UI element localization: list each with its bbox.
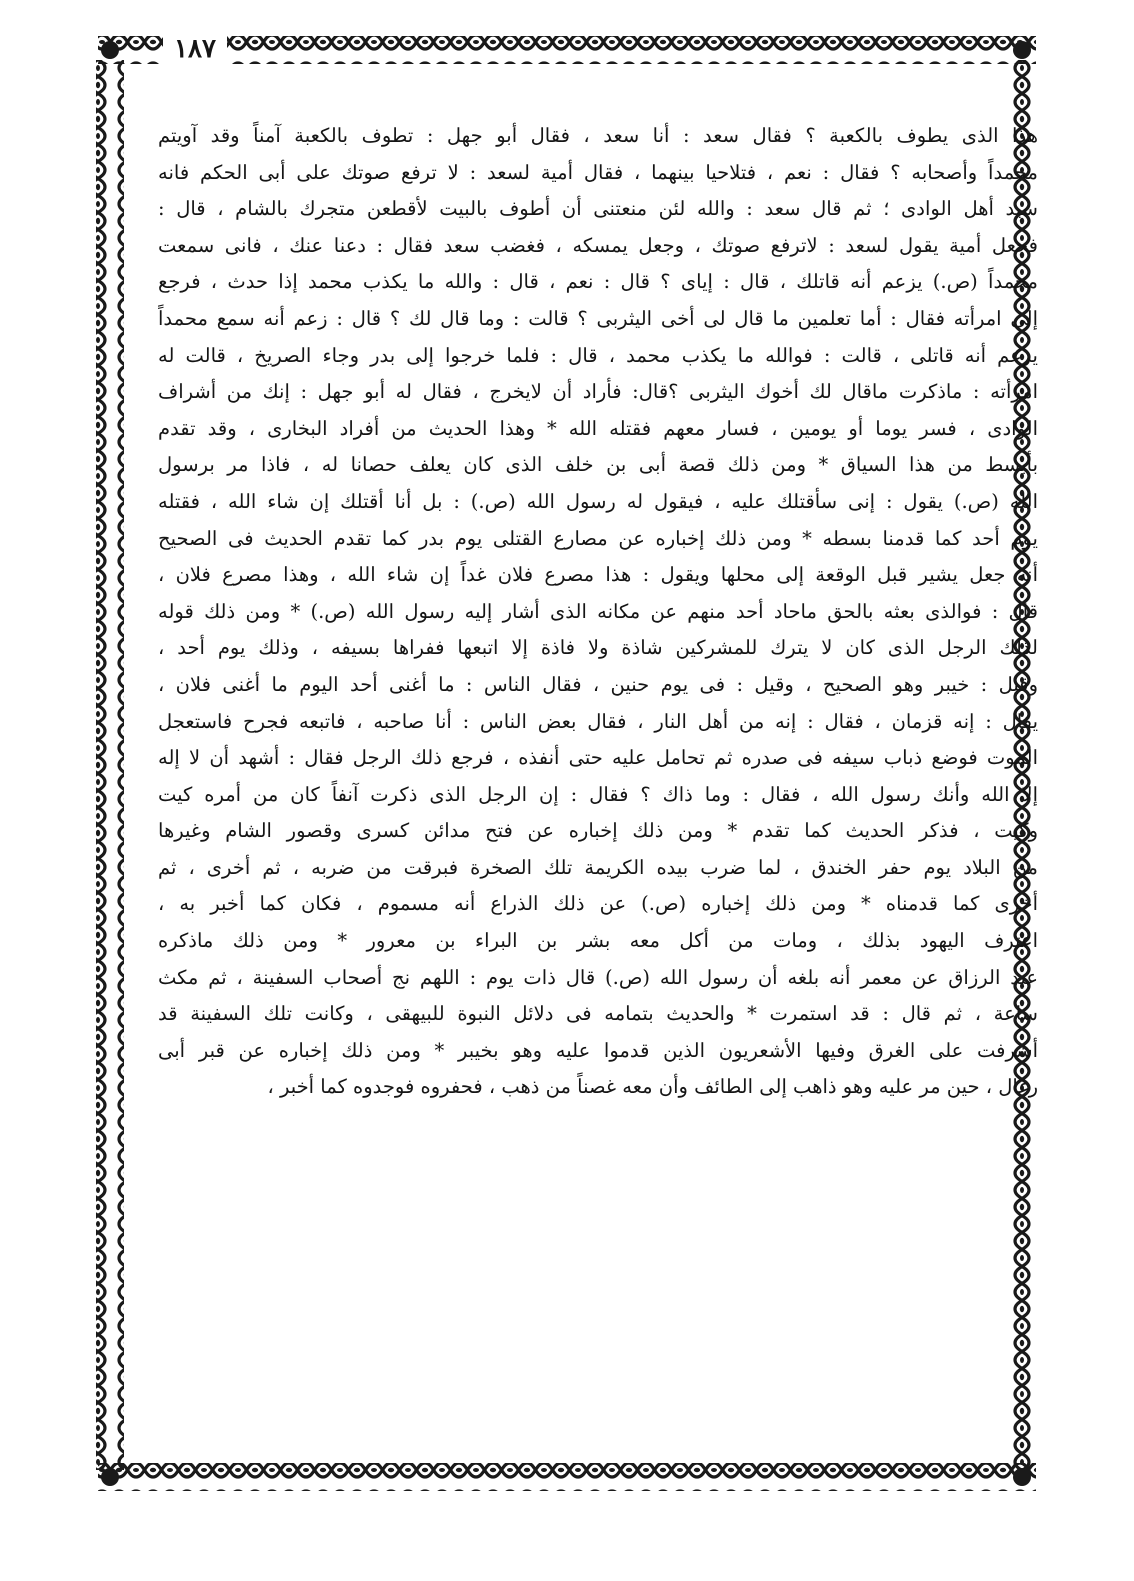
text-line: وقيل : خيبر وهو الصحيح ، وقيل : فى يوم حنين ، فقال الناس : ما أغنى أحد اليوم ما أغنى فلان ، xyxy=(158,672,1038,696)
text-line: لذلك الرجل الذى كان لا يترك للمشركين شاذة ولا فاذة إلا اتبعها ففراها بسيفه ، وذلك يوم أحد ، xyxy=(158,636,1038,660)
text-line: وكيت ، فذكر الحديث كما تقدم * ومن ذلك إخباره عن فتح مدائن كسرى وقصور الشام وغيرها xyxy=(158,819,1038,843)
text-line: محمداً وأصحابه ؟ فقال : نعم ، فتلاحيا بينهما ، فقال أمية لسعد : لا ترفع صوتك على أبى الحكم فانه xyxy=(158,160,1038,184)
text-line: إلى امرأته فقال : أما تعلمين ما قال لى أخى اليثربى ؟ قالت : وما قال لك ؟ قال : زعم أنه سمع محمداً xyxy=(158,306,1038,330)
text-line: الموت فوضع ذباب سيفه فى صدره ثم تحامل عليه حتى أنفذه ، فرجع ذلك الرجل فقال : أشهد أن لا إله xyxy=(158,746,1038,770)
text-line: إلا الله وأنك رسول الله ، فقال : وما ذاك ؟ فقال : إن الرجل الذى ذكرت آنفاً كان من أمره كيت xyxy=(158,782,1038,806)
text-line: أنه جعل يشير قبل الوقعة إلى محلها ويقول : هذا مصرع فلان غداً إن شاء الله ، وهذا مصرع فلان ، xyxy=(158,563,1038,587)
text-line: يقال : إنه قزمان ، فقال : إنه من أهل النار ، فقال بعض الناس : أنا صاحبه ، فاتبعه فجرح فاستعجل xyxy=(158,709,1038,733)
text-line: فجعل أمية يقول لسعد : لاترفع صوتك ، وجعل يمسكه ، فغضب سعد فقال : دعنا عنك ، فانى سمعت xyxy=(158,233,1038,257)
text-line: بأبسط من هذا السياق * ومن ذلك قصة أبى بن خلف الذى كان يعلف حصانا له ، فاذا مر برسول xyxy=(158,453,1038,477)
text-line: قال : فوالذى بعثه بالحق ماحاد أحد منهم عن مكانه الذى أشار إليه رسول الله (ص.) * ومن ذلك قوله xyxy=(158,599,1038,623)
border-top xyxy=(98,36,1036,64)
text-line: الوادى ، فسر يوما أو يومين ، فسار معهم فقتله الله * وهذا الحديث من أفراد البخارى ، وقد تقدم xyxy=(158,416,1038,440)
border-left xyxy=(96,60,124,1470)
text-line: رغال ، حين مر عليه وهو ذاهب إلى الطائف وأن معه غصناً من ذهب ، فحفروه فوجدوه كما أخبر ، xyxy=(267,1075,1038,1099)
text-line: يوم أحد كما قدمنا بسطه * ومن ذلك إخباره عن مصارع القتلى يوم بدر كما تقدم الحديث فى الصحيح xyxy=(158,526,1038,550)
text-line: هذا الذى يطوف بالكعبة ؟ فقال سعد : أنا سعد ، فقال أبو جهل : تطوف بالكعبة آمناً وقد آويتم xyxy=(158,124,1038,147)
text-line: من البلاد يوم حفر الخندق ، لما ضرب بيده الكريمة تلك الصخرة فبرقت من ضربه ، ثم أخرى ، ثم xyxy=(158,855,1038,879)
text-line: سيد أهل الوادى ؛ ثم قال سعد : والله لئن منعتنى أن أطوف بالبيت لأقطعن متجرك بالشام ، قال : xyxy=(158,197,1038,221)
text-line: اعترف اليهود بذلك ، ومات من أكل معه بشر بن البراء بن معرور * ومن ذلك ماذكره xyxy=(158,929,1038,953)
text-line: محمداً (ص.) يزعم أنه قاتلك ، قال : إياى ؟ قال : نعم ، قال : والله ما يكذب محمد إذا حدث ، فرجع xyxy=(158,270,1038,294)
body-text xyxy=(158,118,1038,1438)
border-bottom xyxy=(98,1463,1036,1491)
text-line: الله (ص.) يقول : إنى سأقتلك عليه ، فيقول له رسول الله (ص.) : بل أنا أقتلك إن شاء الله ، فقتله xyxy=(158,489,1038,513)
text-line: ساعة ، ثم قال : قد استمرت * والحديث بتمامه فى دلائل النبوة للبيهقى ، وكانت تلك السفينة قد xyxy=(158,1002,1038,1026)
text-line: أشرفت على الغرق وفيها الأشعريون الذين قدموا عليه وهو بخيبر * ومن ذلك إخباره عن قبر أبى xyxy=(158,1038,1038,1062)
text-line: عبد الرزاق عن معمر أنه بلغه أن رسول الله (ص.) قال ذات يوم : اللهم نج أصحاب السفينة ، ثم مكث xyxy=(158,965,1038,989)
text-line: امرأته : ماذكرت ماقال لك أخوك اليثربى ؟قال: فأراد أن لايخرج ، فقال له أبو جهل : إنك من أشراف xyxy=(158,380,1038,404)
text-line: يزعم أنه قاتلى ، قالت : فوالله ما يكذب محمد ، قال : فلما خرجوا إلى بدر وجاء الصريخ ، قالت له xyxy=(158,343,1038,367)
page-number: ١٨٧ xyxy=(163,34,227,64)
text-line: أخرى كما قدمناه * ومن ذلك إخباره (ص.) عن ذلك الذراع أنه مسموم ، فكان كما أخبر به ، xyxy=(158,892,1038,916)
